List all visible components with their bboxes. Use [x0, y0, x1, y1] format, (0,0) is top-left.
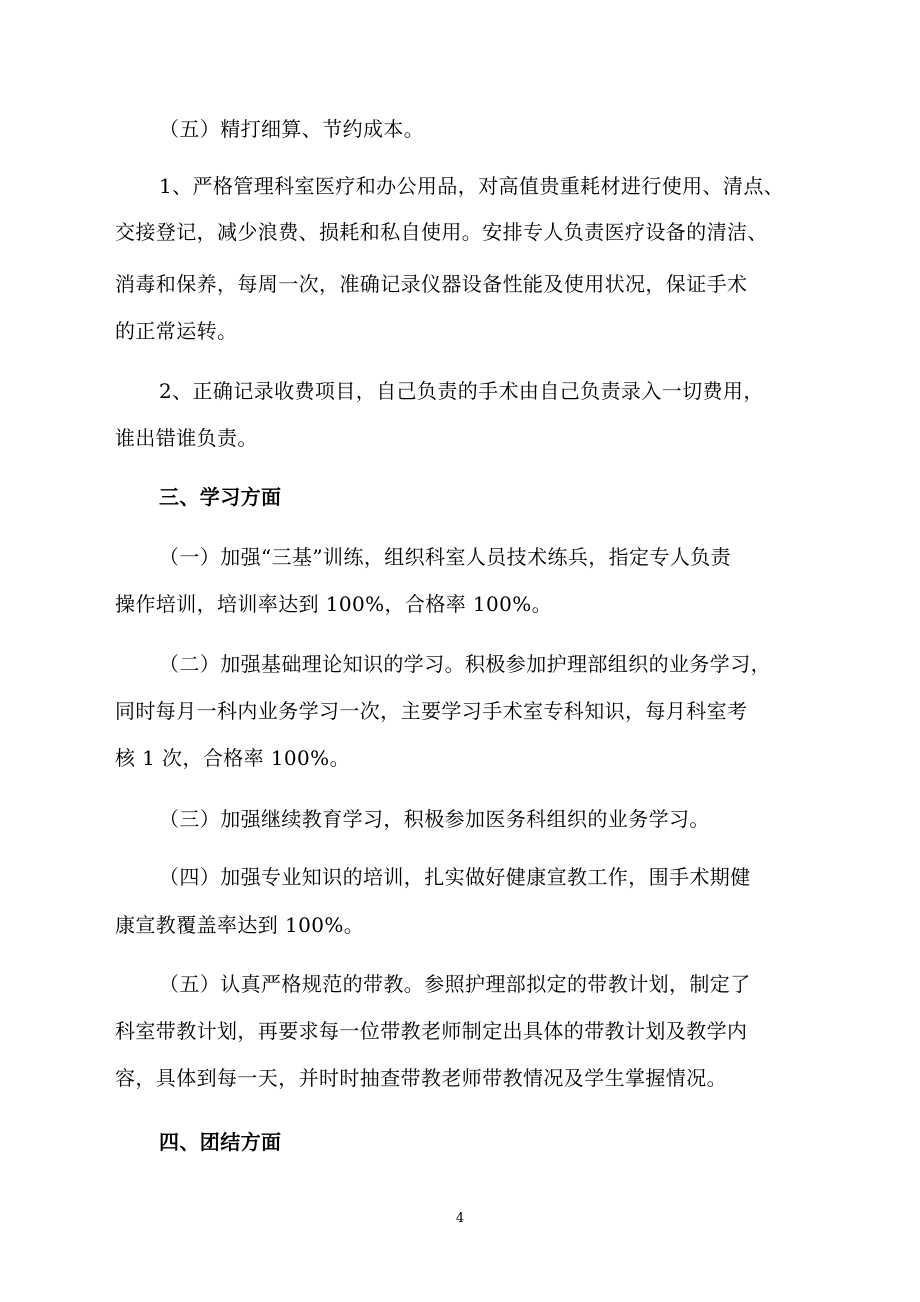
paragraph-line: 同时每月一科内业务学习一次，主要学习手术室专科知识，每月科室考 — [115, 699, 748, 723]
paragraph-line: 2、正确记录收费项目，自己负责的手术由自己负责录入一切费用， — [159, 379, 764, 403]
paragraph-line: 科室带教计划，再要求每一位带教老师制定出具体的带教计划及教学内 — [115, 1019, 748, 1043]
paragraph-line: 容，具体到每一天，并时时抽查带教老师带教情况及学生掌握情况。 — [115, 1066, 727, 1090]
paragraph-line: （五）精打细算、节约成本。 — [159, 117, 425, 141]
paragraph-line: （一）加强“三基”训练，组织科室人员技术练兵，指定专人负责 — [159, 545, 732, 569]
paragraph-line: 谁出错谁负责。 — [115, 426, 258, 450]
paragraph-line: （四）加强专业知识的培训，扎实做好健康宣教工作，围手术期健 — [159, 865, 751, 889]
section-heading: 四、团结方面 — [159, 1130, 282, 1154]
paragraph-line: （三）加强继续教育学习，积极参加医务科组织的业务学习。 — [159, 807, 710, 831]
page-number: 4 — [455, 1211, 465, 1226]
paragraph-line: 康宣教覆盖率达到 100%。 — [115, 913, 365, 937]
paragraph-line: 的正常运转。 — [115, 319, 238, 343]
section-heading: 三、学习方面 — [159, 485, 282, 509]
paragraph-line: 核 1 次，合格率 100%。 — [115, 746, 350, 770]
paragraph-line: （五）认真严格规范的带教。参照护理部拟定的带教计划，制定了 — [159, 972, 751, 996]
paragraph-line: 1、严格管理科室医疗和办公用品，对高值贵重耗材进行使用、清点、 — [159, 174, 785, 198]
paragraph-line: 消毒和保养，每周一次，准确记录仪器设备性能及使用状况，保证手术 — [115, 272, 748, 296]
paragraph-line: （二）加强基础理论知识的学习。积极参加护理部组织的业务学习， — [159, 652, 771, 676]
paragraph-line: 操作培训，培训率达到 100%，合格率 100%。 — [115, 592, 553, 616]
paragraph-line: 交接登记，减少浪费、损耗和私自使用。安排专人负责医疗设备的清洁、 — [115, 220, 768, 244]
